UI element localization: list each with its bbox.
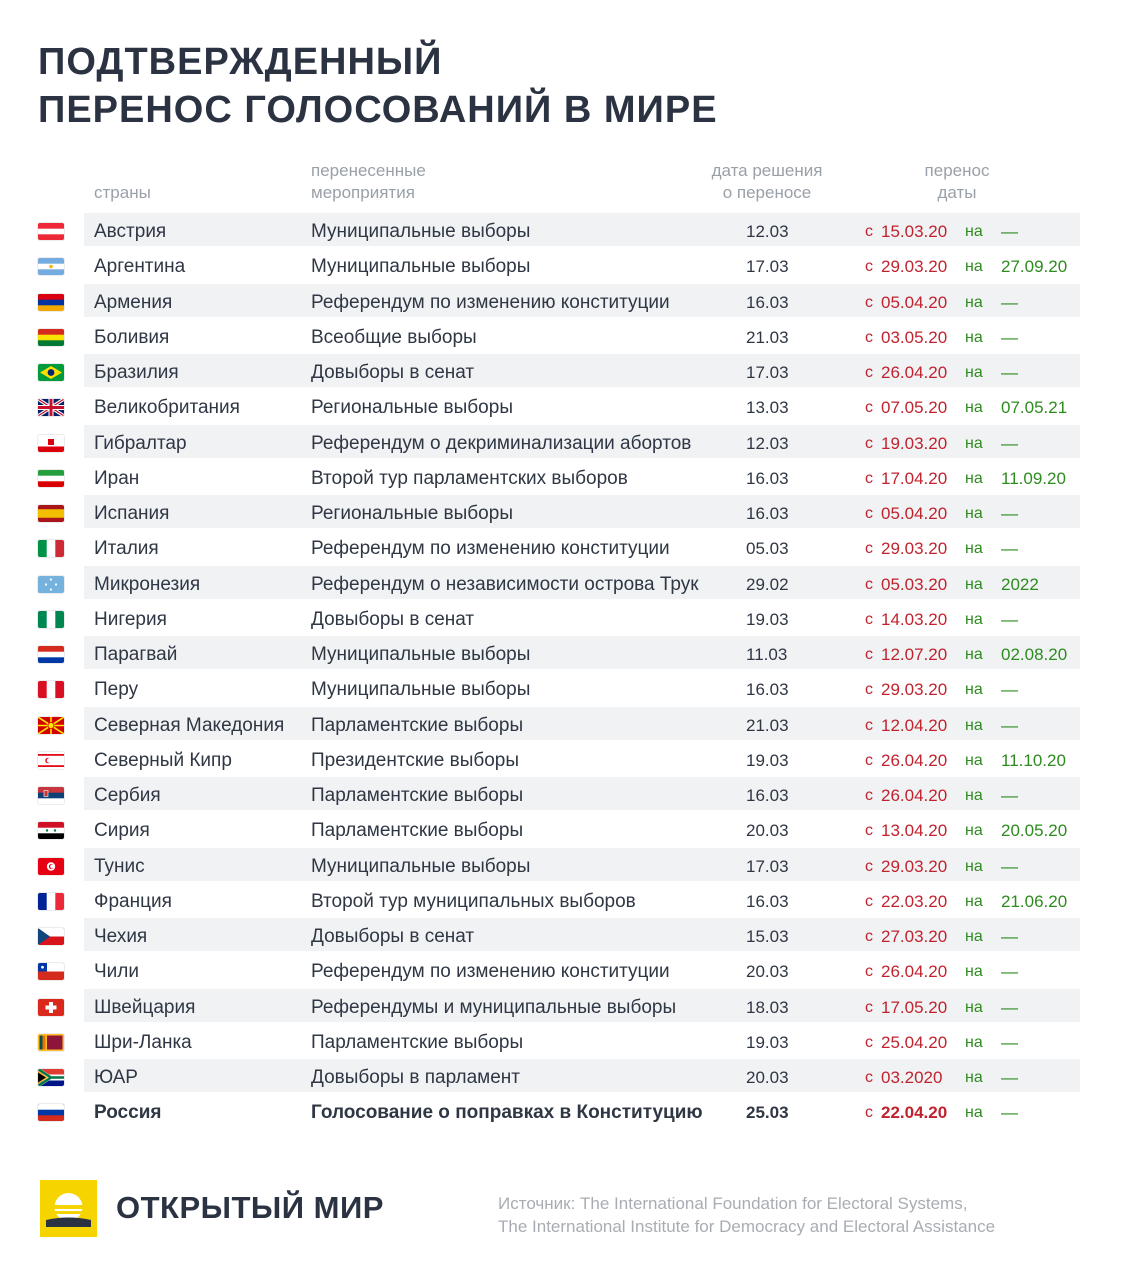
table-row (38, 883, 1080, 918)
brazil-flag (38, 364, 64, 381)
row-country: Великобритания (94, 397, 240, 419)
row-to-date: — (1001, 680, 1018, 700)
row-country: Нигерия (94, 608, 167, 630)
row-from-label: с (865, 716, 873, 734)
row-from-label: с (865, 892, 873, 910)
row-country: Парагвай (94, 644, 178, 665)
page-title (38, 38, 718, 134)
open-world-logo-icon (40, 1180, 97, 1237)
argentina-flag (38, 258, 64, 275)
table-row (38, 848, 1080, 883)
row-from-date: 17.05.20 (881, 997, 948, 1017)
row-to-date: — (1001, 856, 1018, 876)
source-note (498, 1192, 1098, 1238)
nigeria-flag (38, 611, 64, 628)
table-row (38, 530, 1080, 565)
row-country: Гибралтар (94, 432, 187, 454)
france-flag (38, 893, 64, 910)
row-to-label: на (965, 716, 983, 734)
source-line-1: Источник: The International Foundation for Electoral Systems, (498, 1194, 968, 1213)
row-from-date: 14.03.20 (881, 609, 948, 629)
row-to-label: на (965, 223, 983, 240)
row-from-date: 26.04.20 (881, 786, 948, 805)
row-decision-date: 12.03 (746, 433, 789, 453)
row-from-date: 27.03.20 (881, 927, 948, 946)
row-decision-date: 21.03 (746, 715, 789, 735)
row-from-date: 26.04.20 (881, 363, 948, 382)
row-event: Муниципальные выборы (311, 644, 531, 665)
header-events-line-2: мероприятия (311, 183, 415, 202)
row-country: Боливия (94, 326, 170, 348)
row-to-date: 11.09.20 (1001, 468, 1066, 488)
northern-cyprus-flag (38, 752, 64, 769)
row-country: Северный Кипр (94, 749, 232, 771)
row-from-date: 19.03.20 (881, 433, 948, 453)
row-country: Шри-Ланка (94, 1031, 192, 1053)
row-event: Референдумы и муниципальные выборы (311, 996, 677, 1018)
row-from-label: с (865, 646, 873, 663)
header-move-line-2: даты (937, 183, 977, 202)
title-line-1: ПОДТВЕРЖДЕННЫЙ (38, 41, 443, 83)
table-row (38, 777, 1080, 812)
row-to-label: на (965, 328, 983, 346)
table-row (38, 319, 1080, 354)
row-event: Референдум по изменению конституции (311, 961, 670, 983)
table-row (38, 953, 1080, 988)
table-row (38, 213, 1080, 248)
row-event: Парламентские выборы (311, 1031, 524, 1053)
row-to-label: на (965, 857, 983, 875)
row-to-date: 2022 (1001, 574, 1039, 594)
row-country: Россия (94, 1102, 162, 1124)
row-to-date: — (1001, 504, 1018, 523)
row-decision-date: 05.03 (746, 539, 789, 559)
row-from-label: с (865, 434, 873, 452)
row-country: Бразилия (94, 362, 179, 383)
header-move-line-1: перенос (924, 161, 990, 180)
table-row (38, 460, 1080, 495)
row-decision-date: 16.03 (746, 292, 789, 312)
row-country: Франция (94, 890, 172, 912)
row-event: Референдум о независимости острова Трук (311, 573, 699, 595)
table-row (38, 707, 1080, 742)
row-to-label: на (965, 575, 983, 593)
table-row (38, 671, 1080, 706)
row-from-label: с (865, 857, 873, 875)
iran-flag (38, 470, 64, 487)
row-decision-date: 11.03 (746, 645, 788, 664)
row-to-label: на (965, 928, 983, 945)
row-event: Довыборы в парламент (311, 1067, 520, 1088)
row-to-label: на (965, 1033, 983, 1051)
table-row (38, 248, 1080, 283)
row-from-label: с (865, 1069, 873, 1086)
table-row (38, 566, 1080, 601)
header-decision-date (703, 160, 831, 204)
row-decision-date: 16.03 (746, 468, 789, 488)
row-to-date: 27.09.20 (1001, 257, 1068, 277)
armenia-flag (38, 294, 64, 311)
brand-name: ОТКРЫТЫЙ МИР (116, 1190, 384, 1225)
row-from-label: с (865, 258, 873, 276)
row-to-date: — (1001, 1068, 1018, 1087)
row-to-date: — (1001, 1103, 1018, 1123)
row-to-label: на (965, 646, 983, 663)
header-events (311, 160, 426, 204)
row-from-date: 22.04.20 (881, 1103, 948, 1123)
row-country: Армения (94, 291, 173, 313)
row-from-label: с (865, 681, 873, 699)
table-row (38, 918, 1080, 953)
source-line-2: The International Institute for Democracy and Electoral Assistance (498, 1217, 996, 1236)
row-to-date: — (1001, 997, 1018, 1017)
row-to-label: на (965, 399, 983, 417)
row-event: Муниципальные выборы (311, 221, 531, 242)
table-row (38, 1024, 1080, 1059)
row-from-date: 12.07.20 (881, 645, 948, 664)
row-to-label: на (965, 364, 983, 381)
row-from-label: с (865, 998, 873, 1016)
row-to-date: — (1001, 363, 1018, 382)
row-from-date: 05.04.20 (881, 292, 948, 312)
row-to-date: 20.05.20 (1001, 821, 1068, 841)
row-event: Референдум о декриминализации абортов (311, 432, 692, 454)
row-to-date: 21.06.20 (1001, 891, 1068, 911)
row-country: Австрия (94, 221, 167, 242)
row-to-date: — (1001, 327, 1018, 347)
row-decision-date: 16.03 (746, 786, 789, 805)
row-to-label: на (965, 505, 983, 522)
row-event: Довыборы в сенат (311, 926, 475, 947)
row-decision-date: 19.03 (746, 750, 789, 770)
row-to-date: 07.05.21 (1001, 398, 1068, 418)
row-from-label: с (865, 751, 873, 769)
row-to-label: на (965, 822, 983, 840)
row-to-label: на (965, 963, 983, 981)
micronesia-flag (38, 576, 64, 593)
row-country: Тунис (94, 855, 145, 877)
table-row (38, 636, 1080, 671)
row-to-label: на (965, 1069, 983, 1086)
table-row (38, 354, 1080, 389)
row-decision-date: 15.03 (746, 927, 789, 946)
row-decision-date: 12.03 (746, 222, 789, 241)
row-from-date: 17.04.20 (881, 468, 948, 488)
row-event: Второй тур муниципальных выборов (311, 890, 636, 912)
gibraltar-flag (38, 435, 64, 452)
row-event: Региональные выборы (311, 503, 513, 524)
row-to-date: — (1001, 927, 1018, 946)
header-countries: страны (94, 183, 151, 202)
serbia-flag (38, 787, 64, 804)
row-country: Микронезия (94, 573, 201, 595)
row-to-label: на (965, 258, 983, 276)
row-from-label: с (865, 610, 873, 628)
row-event: Парламентские выборы (311, 820, 524, 842)
chile-flag (38, 963, 64, 980)
row-event: Довыборы в сенат (311, 362, 475, 383)
row-decision-date: 17.03 (746, 257, 789, 277)
bolivia-flag (38, 329, 64, 346)
table-row (38, 495, 1080, 530)
table-row (38, 742, 1080, 777)
row-from-label: с (865, 963, 873, 981)
row-event: Второй тур парламентских выборов (311, 467, 628, 489)
title-line-2: ПЕРЕНОС ГОЛОСОВАНИЙ В МИРЕ (38, 89, 718, 131)
row-from-date: 15.03.20 (881, 222, 948, 241)
sri-lanka-flag (38, 1034, 64, 1051)
row-from-date: 07.05.20 (881, 398, 948, 418)
row-to-date: — (1001, 786, 1018, 805)
italy-flag (38, 540, 64, 557)
austria-flag (38, 223, 64, 240)
row-to-date: — (1001, 962, 1018, 982)
table-row (38, 284, 1080, 319)
row-from-date: 29.03.20 (881, 856, 948, 876)
row-event: Парламентские выборы (311, 785, 524, 806)
row-event: Региональные выборы (311, 397, 513, 419)
table-row (38, 389, 1080, 424)
russia-flag (38, 1104, 64, 1121)
row-from-label: с (865, 293, 873, 311)
row-from-label: с (865, 928, 873, 945)
row-country: Перу (94, 679, 139, 701)
row-to-label: на (965, 540, 983, 558)
tunisia-flag (38, 858, 64, 875)
row-from-date: 29.03.20 (881, 257, 948, 277)
row-country: Северная Македония (94, 714, 285, 736)
row-decision-date: 16.03 (746, 680, 789, 700)
row-to-label: на (965, 681, 983, 699)
row-from-date: 25.04.20 (881, 1032, 948, 1052)
row-event: Муниципальные выборы (311, 679, 531, 701)
row-decision-date: 18.03 (746, 997, 789, 1017)
row-to-date: — (1001, 433, 1018, 453)
row-decision-date: 17.03 (746, 856, 789, 876)
row-from-date: 26.04.20 (881, 962, 948, 982)
row-decision-date: 29.02 (746, 574, 789, 594)
row-country: Чили (94, 961, 139, 983)
row-to-date: — (1001, 292, 1018, 312)
row-decision-date: 16.03 (746, 504, 789, 523)
row-country: Италия (94, 538, 159, 560)
table-row (38, 601, 1080, 636)
row-from-label: с (865, 399, 873, 417)
row-decision-date: 19.03 (746, 1032, 789, 1052)
switzerland-flag (38, 999, 64, 1016)
row-decision-date: 17.03 (746, 363, 789, 382)
header-events-line-1: перенесенные (311, 161, 426, 180)
row-decision-date: 21.03 (746, 327, 789, 347)
row-from-label: с (865, 469, 873, 487)
row-from-label: с (865, 787, 873, 804)
row-to-date: 11.10.20 (1001, 750, 1066, 770)
row-event: Всеобщие выборы (311, 326, 477, 348)
north-macedonia-flag (38, 717, 64, 734)
row-country: Испания (94, 503, 170, 524)
row-event: Парламентские выборы (311, 714, 524, 736)
row-from-label: с (865, 364, 873, 381)
row-from-date: 29.03.20 (881, 539, 948, 559)
row-from-label: с (865, 1104, 873, 1122)
syria-flag (38, 822, 64, 839)
row-to-label: на (965, 892, 983, 910)
row-event: Довыборы в сенат (311, 608, 475, 630)
row-from-label: с (865, 575, 873, 593)
row-country: Сирия (94, 820, 150, 842)
row-to-date: — (1001, 715, 1018, 735)
row-from-label: с (865, 540, 873, 558)
header-date-move (905, 160, 1009, 204)
row-from-label: с (865, 223, 873, 240)
table-row (38, 1094, 1080, 1129)
row-from-date: 29.03.20 (881, 680, 948, 700)
row-from-label: с (865, 505, 873, 522)
row-country: ЮАР (94, 1067, 138, 1088)
row-decision-date: 20.03 (746, 1068, 789, 1087)
row-from-date: 05.03.20 (881, 574, 948, 594)
row-to-label: на (965, 998, 983, 1016)
peru-flag (38, 681, 64, 698)
row-from-date: 26.04.20 (881, 750, 948, 770)
paraguay-flag (38, 646, 64, 663)
row-from-date: 22.03.20 (881, 891, 948, 911)
row-to-label: на (965, 293, 983, 311)
row-from-date: 03.2020 (881, 1068, 943, 1087)
row-to-label: на (965, 787, 983, 804)
row-from-date: 13.04.20 (881, 821, 948, 841)
row-country: Аргентина (94, 256, 186, 278)
row-decision-date: 25.03 (746, 1103, 789, 1123)
row-event: Муниципальные выборы (311, 855, 531, 877)
row-country: Швейцария (94, 996, 196, 1018)
row-from-label: с (865, 822, 873, 840)
row-to-date: — (1001, 539, 1018, 559)
uk-flag (38, 399, 64, 416)
row-event: Муниципальные выборы (311, 256, 531, 278)
czechia-flag (38, 928, 64, 945)
row-to-label: на (965, 469, 983, 487)
spain-flag (38, 505, 64, 522)
row-to-label: на (965, 751, 983, 769)
row-decision-date: 20.03 (746, 821, 789, 841)
row-from-date: 05.04.20 (881, 504, 948, 523)
row-decision-date: 16.03 (746, 891, 789, 911)
row-decision-date: 13.03 (746, 398, 789, 418)
table-row (38, 812, 1080, 847)
row-to-label: на (965, 610, 983, 628)
header-decision-line-2: о переносе (722, 183, 812, 202)
row-to-date: — (1001, 609, 1018, 629)
row-to-date: 02.08.20 (1001, 645, 1068, 664)
row-to-date: — (1001, 1032, 1018, 1052)
row-country: Сербия (94, 785, 161, 806)
table-row (38, 425, 1080, 460)
row-to-label: на (965, 434, 983, 452)
row-event: Референдум по изменению конституции (311, 538, 670, 560)
row-to-date: — (1001, 222, 1018, 241)
postponement-table (38, 213, 1080, 1130)
row-event: Президентские выборы (311, 749, 520, 771)
south-africa-flag (38, 1069, 64, 1086)
row-event: Референдум по изменению конституции (311, 291, 670, 313)
table-row (38, 1059, 1080, 1094)
row-from-label: с (865, 1033, 873, 1051)
row-decision-date: 20.03 (746, 962, 789, 982)
row-from-date: 03.05.20 (881, 327, 948, 347)
header-decision-line-1: дата решения (711, 161, 823, 180)
row-country: Чехия (94, 926, 148, 947)
table-row (38, 989, 1080, 1024)
row-to-label: на (965, 1104, 983, 1122)
row-from-label: с (865, 328, 873, 346)
row-decision-date: 19.03 (746, 609, 789, 629)
row-event: Голосование о поправках в Конституцию (311, 1102, 703, 1124)
row-country: Иран (94, 467, 140, 489)
row-from-date: 12.04.20 (881, 715, 948, 735)
